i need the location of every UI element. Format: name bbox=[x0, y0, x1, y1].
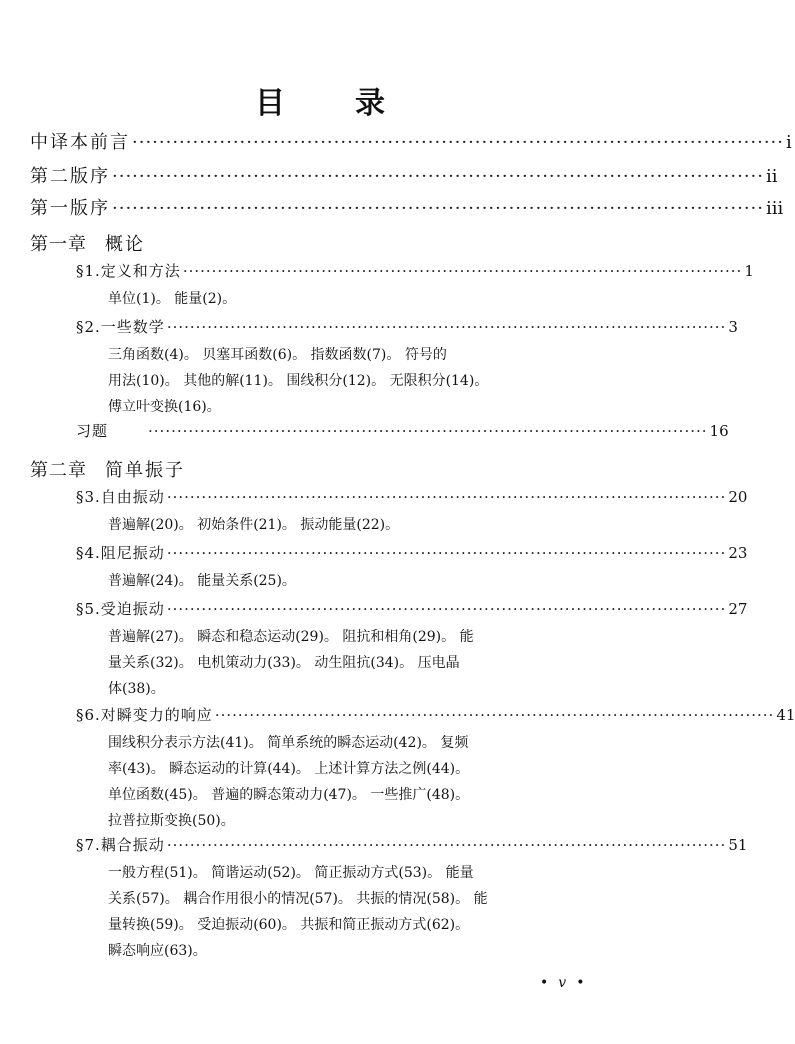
section-4-topics bbox=[108, 568, 563, 594]
dot-leader: ································································································· bbox=[112, 166, 765, 187]
toc-entry-page: ii bbox=[766, 166, 778, 187]
title-char-1: 目 bbox=[255, 86, 285, 121]
dot-leader: ································································································· bbox=[132, 132, 785, 153]
chapter-title: 概论 bbox=[105, 234, 145, 255]
topic-line: 瞬态响应(63)。 bbox=[108, 943, 207, 959]
topic-line: 率(43)。 瞬态运动的计算(44)。 上述计算方法之例(44)。 bbox=[108, 761, 470, 777]
title-char-2: 录 bbox=[355, 86, 385, 121]
chapter-title: 简单振子 bbox=[105, 460, 185, 481]
page-number: v bbox=[558, 975, 577, 991]
section-7-topics bbox=[108, 860, 563, 964]
topic-line: 普遍解(24)。 能量关系(25)。 bbox=[108, 573, 296, 589]
toc-section-1[interactable] bbox=[76, 260, 754, 282]
toc-section-3[interactable] bbox=[76, 486, 748, 508]
page-title bbox=[0, 78, 640, 122]
topic-line: 围线积分表示方法(41)。 简单系统的瞬态运动(42)。 复频 bbox=[108, 735, 469, 751]
section-label: §1.定义和方法 bbox=[76, 262, 181, 280]
topic-line: 傅立叶变换(16)。 bbox=[108, 399, 221, 415]
dot-leader: ································································································· bbox=[166, 600, 727, 618]
toc-entry-label: 第一版序 bbox=[30, 198, 110, 219]
topic-line: 体(38)。 bbox=[108, 681, 165, 697]
topic-line: 单位(1)。 能量(2)。 bbox=[108, 291, 237, 307]
toc-section-6[interactable] bbox=[76, 704, 795, 726]
topic-line: 用法(10)。 其他的解(11)。 围线积分(12)。 无限积分(14)。 bbox=[108, 373, 489, 389]
dot-leader: ································································································· bbox=[166, 836, 727, 854]
topic-line: 拉普拉斯变换(50)。 bbox=[108, 813, 235, 829]
page-number-footer bbox=[540, 975, 594, 991]
toc-exercise-chapter-1[interactable] bbox=[76, 420, 729, 442]
section-1-topics bbox=[108, 286, 563, 312]
dot-leader: ································································································· bbox=[148, 422, 708, 440]
topic-line: 量关系(32)。 电机策动力(33)。 动生阻抗(34)。 压电晶 bbox=[108, 655, 460, 671]
toc-section-7[interactable] bbox=[76, 834, 748, 856]
section-label: §6.对瞬变力的响应 bbox=[76, 706, 213, 724]
toc-section-4[interactable] bbox=[76, 542, 748, 564]
chapter-1-heading[interactable] bbox=[30, 230, 145, 256]
section-6-topics bbox=[108, 730, 563, 834]
dot-leader: ································································································· bbox=[112, 198, 765, 219]
topic-line: 三角函数(4)。 贝塞耳函数(6)。 指数函数(7)。 符号的 bbox=[108, 347, 447, 363]
topic-line: 单位函数(45)。 普遍的瞬态策动力(47)。 一些推广(48)。 bbox=[108, 787, 470, 803]
section-label: §7.耦合振动 bbox=[76, 836, 165, 854]
chapter-2-heading[interactable] bbox=[30, 456, 185, 482]
section-label: §4.阻尼振动 bbox=[76, 544, 165, 562]
section-page: 51 bbox=[728, 836, 748, 854]
footer-bullet-right: • bbox=[576, 975, 595, 991]
dot-leader: ································································································· bbox=[166, 318, 727, 336]
section-label: §5.受迫振动 bbox=[76, 600, 165, 618]
section-5-topics bbox=[108, 624, 563, 702]
toc-entry-preface-translation[interactable] bbox=[30, 132, 792, 154]
topic-line: 普遍解(27)。 瞬态和稳态运动(29)。 阻抗和相角(29)。 能 bbox=[108, 629, 474, 645]
toc-entry-page: iii bbox=[766, 198, 784, 219]
toc-section-5[interactable] bbox=[76, 598, 748, 620]
toc-entry-preface-second-edition[interactable] bbox=[30, 166, 778, 188]
section-label: §2.一些数学 bbox=[76, 318, 165, 336]
dot-leader: ································································································· bbox=[166, 544, 727, 562]
section-page: 1 bbox=[744, 262, 754, 280]
topic-line: 关系(57)。 耦合作用很小的情况(57)。 共振的情况(58)。 能 bbox=[108, 891, 488, 907]
dot-leader: ································································································· bbox=[214, 706, 775, 724]
chapter-number: 第二章 bbox=[30, 460, 87, 481]
toc-entry-preface-first-edition[interactable] bbox=[30, 198, 784, 220]
exercise-label: 习题 bbox=[76, 422, 109, 440]
section-page: 20 bbox=[728, 488, 748, 506]
toc-entry-label: 第二版序 bbox=[30, 166, 110, 187]
toc-section-2[interactable] bbox=[76, 316, 738, 338]
toc-entry-label: 中译本前言 bbox=[30, 132, 130, 153]
footer-bullet-left: • bbox=[540, 975, 559, 991]
section-2-topics bbox=[108, 342, 563, 420]
exercise-page: 16 bbox=[709, 422, 729, 440]
section-3-topics bbox=[108, 512, 563, 538]
dot-leader: ································································································· bbox=[166, 488, 727, 506]
section-page: 23 bbox=[728, 544, 748, 562]
dot-leader: ································································································· bbox=[182, 262, 743, 280]
section-page: 41 bbox=[776, 706, 795, 724]
section-page: 3 bbox=[728, 318, 738, 336]
chapter-number: 第一章 bbox=[30, 234, 87, 255]
topic-line: 普遍解(20)。 初始条件(21)。 振动能量(22)。 bbox=[108, 517, 400, 533]
topic-line: 量转换(59)。 受迫振动(60)。 共振和简正振动方式(62)。 bbox=[108, 917, 470, 933]
topic-line: 一般方程(51)。 简谐运动(52)。 简正振动方式(53)。 能量 bbox=[108, 865, 474, 881]
toc-entry-page: i bbox=[786, 132, 792, 153]
section-page: 27 bbox=[728, 600, 748, 618]
section-label: §3.自由振动 bbox=[76, 488, 165, 506]
